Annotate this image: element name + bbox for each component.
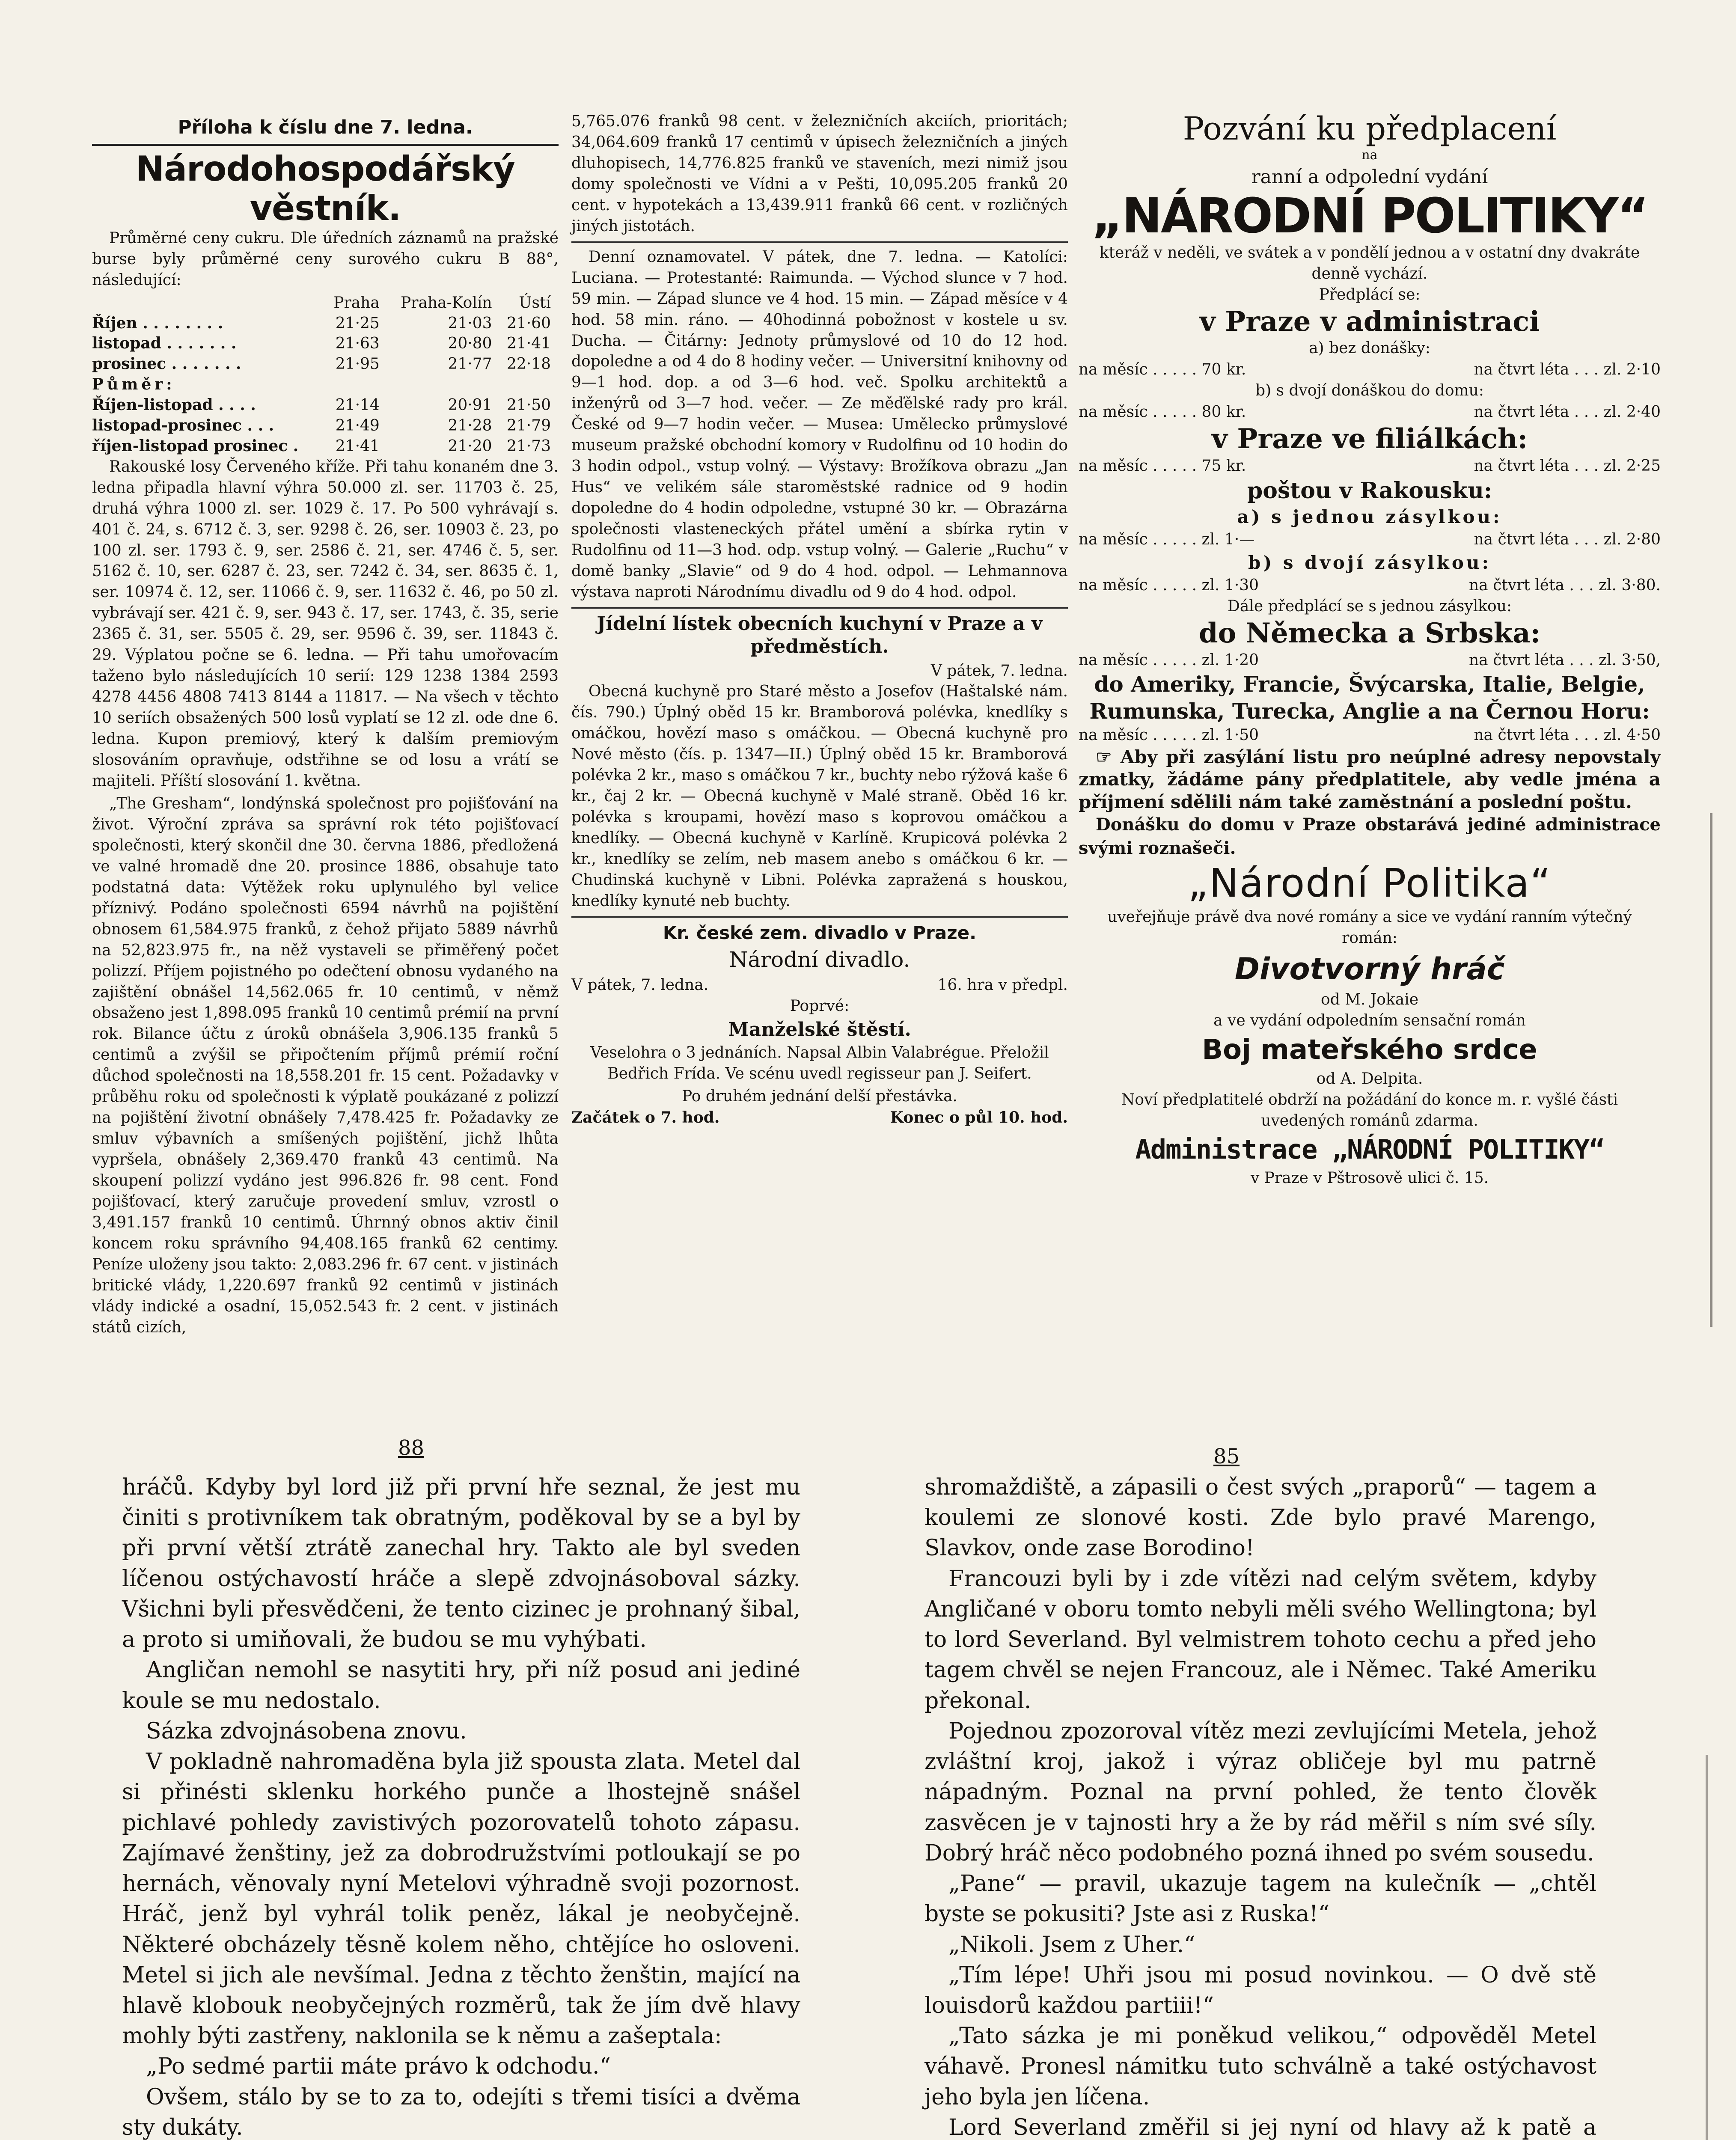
- table-row: [92, 313, 559, 334]
- table-row: [92, 395, 559, 416]
- column-economy: [92, 111, 559, 1336]
- divider: [571, 241, 1068, 243]
- without-delivery-label: a) bez donášky:: [1309, 339, 1430, 357]
- table-cell: listopad-prosinec . . .: [92, 416, 274, 434]
- invitation-edition: ranní a odpolední vydání: [1251, 166, 1488, 188]
- newspaper-name: „NÁRODNÍ POLITIKY“: [1091, 188, 1648, 244]
- table-cell: 20·80: [448, 335, 492, 353]
- novels-afternoon: a ve vydání odpoledním sensační román: [1213, 1012, 1526, 1030]
- novel-paragraph: Pojednou zpozoroval vítěz mezi zevlujícími Metela, jehož zvláštní kroj, jakož i výraz obličeje byl mu patrně nápadným. Poznal na první pohled, že tento člověk zasvěcen je v tajnosti hry a že by rád měřil s ním své síly. Dobrý hráč něco podobného pozná ihned po svém sousedu.: [924, 1718, 1596, 1866]
- divider: [571, 916, 1068, 918]
- branches-heading: v Praze ve filiálkách:: [1211, 422, 1528, 455]
- prague-admin-heading: v Praze v administraci: [1199, 305, 1540, 338]
- price-quarter: na čtvrt léta . . . zl. 3·50,: [1469, 651, 1661, 669]
- page-number-right: 85: [1213, 1444, 1240, 1468]
- table-cell: 22·18: [506, 355, 551, 373]
- administration-signature: Administrace „NÁRODNÍ POLITIKY“: [1135, 1134, 1604, 1165]
- novel-paragraph: Ovšem, stálo by se to za to, odejíti s třemi tisíci a dvěma sty dukáty.: [122, 2084, 800, 2140]
- further-note: Dále předplácí se s jednou zásylkou:: [1227, 597, 1512, 615]
- price-quarter: na čtvrt léta . . . zl. 3·80.: [1469, 576, 1661, 594]
- price-quarter: na čtvrt léta . . . zl. 2·80: [1474, 531, 1661, 549]
- table-row: [92, 416, 559, 436]
- novel-page-right: [924, 1472, 1596, 2140]
- price-row: [1079, 455, 1661, 477]
- novel-title-1: Divotvorný hráč: [1234, 951, 1505, 987]
- address-notice: ☞ Aby při zasýlání listu pro neúplné adresy nepovstaly zmatky, žádáme pány předplatitele, aby vedle jména a příjmení sdělili nám také zaměstnání a poslední poštu.: [1079, 746, 1661, 812]
- theatre-times-row: [571, 1107, 1068, 1128]
- table-cell: Říjen . . . . . . . .: [92, 314, 223, 332]
- sugar-price-table: [92, 293, 559, 457]
- table-cell: listopad . . . . . . .: [92, 334, 237, 353]
- price-month: na měsíc . . . . . zl. 1·20: [1079, 651, 1259, 669]
- novel-paragraph: „Tím lépe! Uhři jsou mi posud novinkou. — O dvě stě louisdorů každou partiii!“: [924, 1962, 1596, 2018]
- novel-author-2: od A. Delpita.: [1316, 1070, 1423, 1088]
- table-header-cell: Praha-Kolín: [401, 294, 492, 312]
- price-month: na měsíc . . . . . zl. 1·—: [1079, 531, 1255, 549]
- price-quarter: na čtvrt léta . . . zl. 4·50: [1474, 726, 1661, 744]
- theatre-date-row: [571, 975, 1068, 996]
- table-cell: 21·50: [506, 396, 551, 414]
- subscribe-label: Předplácí se:: [1319, 285, 1421, 303]
- price-row: [1079, 650, 1661, 671]
- price-month: na měsíc . . . . . 70 kr.: [1079, 361, 1246, 379]
- start-time: Začátek o 7. hod.: [571, 1109, 720, 1127]
- table-cell: 21·60: [506, 314, 551, 332]
- table-cell: 21·77: [448, 355, 492, 373]
- new-subscribers-note: Noví předplatitelé obdrží na požádání do konce m. r. vyšlé části uvedených románů zdarma.: [1121, 1091, 1618, 1130]
- table-cell: 21·25: [335, 314, 380, 332]
- novel-paragraph: hráčů. Kdyby byl lord již při první hře seznal, že jest mu činiti s protivníkem tak obratným, poděkoval by se a byl by při první větší ztrátě zanechal hry. Takto ale byl sveden líčenou ostýchavostí hráče a slepě zdvojnásoboval sázky. Všichni byli přesvědčeni, že tento cizinec je prohnaný šibal, a proto si umiňovali, že budou se mu vyhýbati.: [122, 1474, 800, 1653]
- table-cell: 21·41: [335, 437, 380, 455]
- play-title: Manželské štěstí.: [728, 1019, 911, 1041]
- table-row: [92, 436, 559, 457]
- price-quarter: na čtvrt léta . . . zl. 2·10: [1474, 361, 1661, 379]
- scan-edge-mark: [1710, 813, 1712, 1327]
- page-number-left: 88: [398, 1436, 425, 1460]
- section-title: Národohospodářský věstník.: [135, 149, 515, 228]
- daily-notices-paragraph: Denní oznamovatel. V pátek, dne 7. ledna. — Katolíci: Luciana. — Protestanté: Raimunda. — Východ slunce v 7 hod. 59 min. — Západ slunce ve 4 hod. 15 min. — Západ měsíce v 4 hod. 58 min. ráno. — 40hodinná pobožnost v kostele u sv. Ducha. — Čitárny: Jednoty průmyslové od 10 do 12 hod. dopoledne a od 4 do 8 hodiny večer. — Universitní knihovny od 9—1 hod. dop. a od 3—6 hod. več. Spolku architektů a inženýrů od 3—7 hod. večer. — Ze měďělské rady pro král. České od 9—7 hodin večer. — Musea: Umělecko průmyslové museum pražské obchodní komory v Rudolfinu od 10 hodin do 3 hodin odpol., vstup volný. — Výstavy: Brožíkova obrazu „Jan Hus“ ve velikém sále staroměstské radnice od 9 hodin dopoledne do 4 hodin odpoledne, vstupné 30 kr. — Obrazárna společnosti vlasteneckých přátel umění a sbírka rytin v Rudolfinu od 11—3 hod. odp. vstup volný. — Galerie „Ruchu“ v domě banky „Slavie“ od 9 do 4 hod. odpol. — Lehmannova výstava naproti Národnímu divadlu od 9 do 4 hod. odpol.: [571, 248, 1068, 601]
- novels-intro: uveřejňuje právě dva nové romány a sice ve vydání ranním výtečný román:: [1107, 908, 1632, 947]
- price-row: [1079, 575, 1661, 596]
- table-row: [92, 374, 559, 395]
- novel-paragraph: Sázka zdvojnásobena znovu.: [146, 1718, 467, 1744]
- novel-paragraph: V pokladně nahromaděna byla již spousta zlata. Metel dal si přinésti sklenku horkého punče a lhostejně snášel pichlavé pohledy zavistivých pozorovatelů tohoto zápasu. Zajímavé ženštiny, jež za dobrodružstvími potloukají se po hernách, věnovaly nyní Metelovi výhradně svoji pozornost. Hráč, jenž byl vyhrál tolik peněz, lákal je neobyčejně. Některé obcházely těsně kolem něho, chtějíce ho osloveni. Metel si jich ale nevšímal. Jedna z těchto ženštin, mající na hlavě klobouk neobyčejných rozměrů, tak že jím dvě hlavy mohly býti zastřeny, naklonila se k němu a zašeptala:: [122, 1749, 800, 2049]
- double-delivery-label: b) s dvojí donáškou do domu:: [1255, 381, 1484, 399]
- theatre-header: Kr. české zem. divadlo v Praze.: [663, 922, 977, 943]
- price-row: [1079, 359, 1661, 380]
- price-row: [1079, 401, 1661, 423]
- theatre-subscription: 16. hra v předpl.: [937, 976, 1068, 994]
- double-mailing-label: b) s dvojí zásylkou:: [1248, 552, 1491, 573]
- price-row: [1079, 529, 1661, 550]
- price-quarter: na čtvrt léta . . . zl. 2·40: [1474, 403, 1661, 421]
- table-cell: 21·03: [448, 314, 492, 332]
- gresham-paragraph: „The Gresham“, londýnská společnost pro pojišťování na život. Výroční zpráva sa správní rok této pojišťovací společnosti, který skončil dne 30. června 1886, předložená ve valné hromadě dne 20. prosince 1886, obsahuje tato podstatná data: Výtěžek roku uplynulého byl velice příznivý. Podáno společnosti 6594 návrhů na pojištění obnosem 61,584.975 franků, z čehož přijato 5889 návrhů na 52,823.975 fr., na něž vystaveli se přiměřený počet polizzí. Příjem pojistného po odečtení obnosu vydaného na zajištění obnášel 14,562.065 fr. 10 centimů, v němž obsaženo jest 1,898.095 franků 10 centimů prémií na první rok. Bilance účtu z úroků obnášela 3,906.135 franků 5 centimů a zvýšil se připočtením příjmů prémií roční důchod společnosti na 18,558.201 fr. 15 cent. Požadavky v průběhu roku od společnosti k výplatě poukázané z polizzí na pojištění životní obnášely 7,478.425 fr. Požadavky ze smluv výbavních a smíšených pojištění, jichž lhůta vypršela, obnášely 2,369.470 franků 43 centimů. Na skoupení polizzí vydáno jest 996.826 fr. 98 cent. Fond pojišťovací, který zaručuje provedení smluv, vzrostl o 3,491.157 franků 10 centimů. Úhrnný obnos aktiv činil koncem roku správního 94,408.165 franků 62 centimy. Peníze uloženy jsou takto: 2,083.296 fr. 67 cent. v jistinách britické vlády, 1,220.697 franků 92 centimů v jistinách vlády indické a osadní, 15,052.543 fr. 2 cent. v jistinách států cizích,: [92, 794, 559, 1336]
- table-cell: prosinec . . . . . . .: [92, 355, 241, 373]
- table-cell: 20·91: [448, 396, 492, 414]
- novel-paragraph: Francouzi byli by i zde vítězi nad celým světem, kdyby Angličané v oboru tomto nebyli měli svého Wellingtona; byl to lord Severland. Byl velmistrem tohoto cechu a před jeho tagem chvěl se nejen Francouz, ale i Němec. Také Ameriku překonal.: [924, 1566, 1596, 1714]
- column-subscription: [1079, 111, 1661, 1335]
- table-cell: 21·63: [335, 335, 380, 353]
- germany-serbia-heading: do Německa a Srbska:: [1198, 617, 1541, 649]
- column-notices: [571, 111, 1068, 1284]
- price-month: na měsíc . . . . . zl. 1·50: [1079, 726, 1259, 744]
- post-austria-heading: poštou v Rakousku:: [1247, 478, 1492, 504]
- price-month: na měsíc . . . . . 75 kr.: [1079, 457, 1246, 475]
- table-cell: říjen-listopad prosinec .: [92, 437, 299, 455]
- play-description: Veselohra o 3 jednáních. Napsal Albin Valabrégue. Přeložil Bedřich Frída. Ve scénu uvedl regisseur pan J. Seifert.: [590, 1044, 1049, 1083]
- scan-edge-mark: [1706, 1755, 1708, 2140]
- menu-paragraph: Obecná kuchyně pro Staré město a Josefov (Haštalské nám. čís. 790.) Úplný oběd 15 kr. Bramborová polévka, knedlíky s omáčkou, hovězí maso s omáčkou. — Obecná kuchyně pro Nové město (čís. p. 1347—II.) Úplný oběd 15 kr. Bramborová polévka 2 kr., maso s omáčkou 7 kr., buchty nebo rýžová kaše 6 kr., čaj 2 kr. — Obecná kuchyně v Malé straně. Oběd 16 kr. polévka s kroupami, hovězí maso s koprovou omáčkou a knedlíky. — Obecná kuchyně v Karlíně. Krupicová polévka 2 kr., knedlíky se zelím, neb masem anebo s omáčkou 6 kr. — Chudinská kuchyně v Libni. Polévka zapražená s houskou, knedlíky kynuté neb buchty.: [571, 683, 1068, 910]
- administration-address: v Praze v Pštrosově ulici č. 15.: [1250, 1169, 1489, 1187]
- novel-page-left: [122, 1472, 800, 2140]
- novel-paragraph: shromaždiště, a zápasili o čest svých „praporů“ — tagem a koulemi ze slonové kosti. Zde bylo pravé Marengo, Slavkov, onde zase Borodino!: [924, 1474, 1596, 1561]
- newspaper-name-2: „Národní Politika“: [1188, 860, 1552, 906]
- premiere-label: Poprvé:: [790, 997, 850, 1015]
- table-header-cell: [92, 293, 326, 313]
- sugar-intro: Průměrné ceny cukru. Dle úředních záznamů na pražské burse byly průměrné ceny surového cukru B 88°, následující:: [92, 229, 559, 289]
- invitation-title: Pozvání ku předplacení: [1183, 110, 1557, 147]
- novel-paragraph: „Po sedmé partii máte právo k odchodu.“: [146, 2054, 611, 2080]
- table-header-cell: Praha: [333, 294, 380, 312]
- intermission-note: Po druhém jednání delší přestávka.: [681, 1088, 957, 1106]
- divider: [571, 607, 1068, 609]
- invitation-na: na: [1361, 147, 1378, 163]
- price-row: [1079, 725, 1661, 746]
- end-time: Konec o půl 10. hod.: [890, 1109, 1068, 1127]
- novel-paragraph: Lord Severland změřil si jej nyní od hlavy až k patě a: [948, 2114, 1596, 2140]
- price-month: na měsíc . . . . . zl. 1·30: [1079, 576, 1259, 594]
- table-cell: Říjen-listopad . . . .: [92, 396, 256, 414]
- table-cell: 21·49: [335, 416, 380, 434]
- table-row: [92, 333, 559, 354]
- foreign-countries-heading: do Ameriky, Francie, Švýcarska, Italie, Belgie, Rumunska, Turecka, Anglie a na Černou Horu:: [1089, 672, 1650, 724]
- menu-date: V pátek, 7. ledna.: [930, 662, 1068, 680]
- table-cell: 21·79: [506, 416, 551, 434]
- table-cell: 21·95: [335, 355, 380, 373]
- menu-title: Jídelní lístek obecních kuchyní v Praze a v předměstích.: [597, 612, 1043, 657]
- novel-title-2: Boj mateřského srdce: [1202, 1034, 1537, 1066]
- single-mailing-label: a) s jednou zásylkou:: [1237, 506, 1502, 528]
- price-month: na měsíc . . . . . 80 kr.: [1079, 403, 1246, 421]
- novel-paragraph: Angličan nemohl se nasytiti hry, při níž posud ani jediné koule se mu nedostalo.: [122, 1657, 800, 1714]
- novel-paragraph: „Tato sázka je mi poněkud velikou,“ odpověděl Metel váhavě. Pronesl námitku tuto schválně a také ostýchavost jeho byla jen líčena.: [924, 2023, 1596, 2110]
- table-cell: 21·14: [335, 396, 380, 414]
- table-cell: 21·73: [506, 437, 551, 455]
- novel-author-1: od M. Jokaie: [1320, 991, 1419, 1009]
- table-cell: 21·20: [448, 437, 492, 455]
- lottery-paragraph: Rakouské losy Červeného kříže. Při tahu konaném dne 3. ledna připadla hlavní výhra 50.000 zl. ser. 11703 č. 25, druhá výhra 1000 zl. ser. 1029 č. 17. Po 500 vyhrávají s. 401 č. 24, s. 6712 č. 3, ser. 9298 č. 26, ser. 10903 č. 23, po 100 zl. ser. 1793 č. 9, ser. 2586 č. 21, ser. 4746 č. 5, ser. 5162 č. 10, ser. 6287 č. 23, ser. 7242 č. 34, ser. 8635 č. 1, ser. 10974 č. 12, ser. 11066 č. 9, ser. 11632 č. 46, po 50 zl. vybrávají ser. 421 č. 9, ser. 943 č. 17, ser. 1743, č. 35, serie 2365 č. 31, ser. 5505 č. 29, ser. 9596 č. 39, ser. 11843 č. 29. Výplatou počne se 6. ledna. — Při tahu umořovacím taženo bylo následujících 10 serií: 129 1238 1384 2593 4278 4456 4808 7413 8144 a 11817. — Na všech v těchto 10 seriích obsažených 500 losů vyplatí se 12 zl. ode dne 6. ledna. Kupon premiový, který k dalším premiovým slosováním opravňuje, odstřihne se od losu a vrátí se majiteli. Příští slosování 1. května.: [92, 458, 559, 790]
- publishing-note: kteráž v neděli, ve svátek a v pondělí jednou a v ostatní dny dvakráte denně vychází.: [1099, 244, 1640, 282]
- novel-paragraph: „Pane“ — pravil, ukazuje tagem na kulečník — „chtěl byste se pokusiti? Jste asi z Ruska!“: [924, 1871, 1596, 1927]
- supplement-header: Příloha k číslu dne 7. ledna.: [178, 116, 473, 138]
- table-row: [92, 354, 559, 374]
- novel-paragraph: „Nikoli. Jsem z Uher.“: [948, 1932, 1195, 1958]
- divider: [92, 144, 559, 146]
- table-header-row: [92, 293, 559, 313]
- table-header-cell: Ústí: [519, 294, 551, 312]
- price-quarter: na čtvrt léta . . . zl. 2·25: [1474, 457, 1661, 475]
- average-label: Půměr:: [92, 375, 175, 394]
- table-cell: 21·41: [506, 335, 551, 353]
- table-cell: 21·28: [448, 416, 492, 434]
- continued-paragraph: 5,765.076 franků 98 cent. v železničních akciích, prioritách; 34,064.609 franků 17 centimů v úpisech železničních a jiných dluhopisech, 14,776.825 franků ve staveních, mezi nimiž jsou domy společnosti ve Vídni a v Pešti, 10,095.205 franků 20 cent. v hypotekách a 13,439.911 franků 66 cent. v rozličných jiných jistotách.: [571, 113, 1068, 235]
- theatre-title: Národní divadlo.: [729, 947, 910, 972]
- theatre-date: V pátek, 7. ledna.: [571, 976, 709, 994]
- delivery-notice: Donášku do domu v Praze obstarává jediné administrace svými roznašeči.: [1079, 814, 1661, 858]
